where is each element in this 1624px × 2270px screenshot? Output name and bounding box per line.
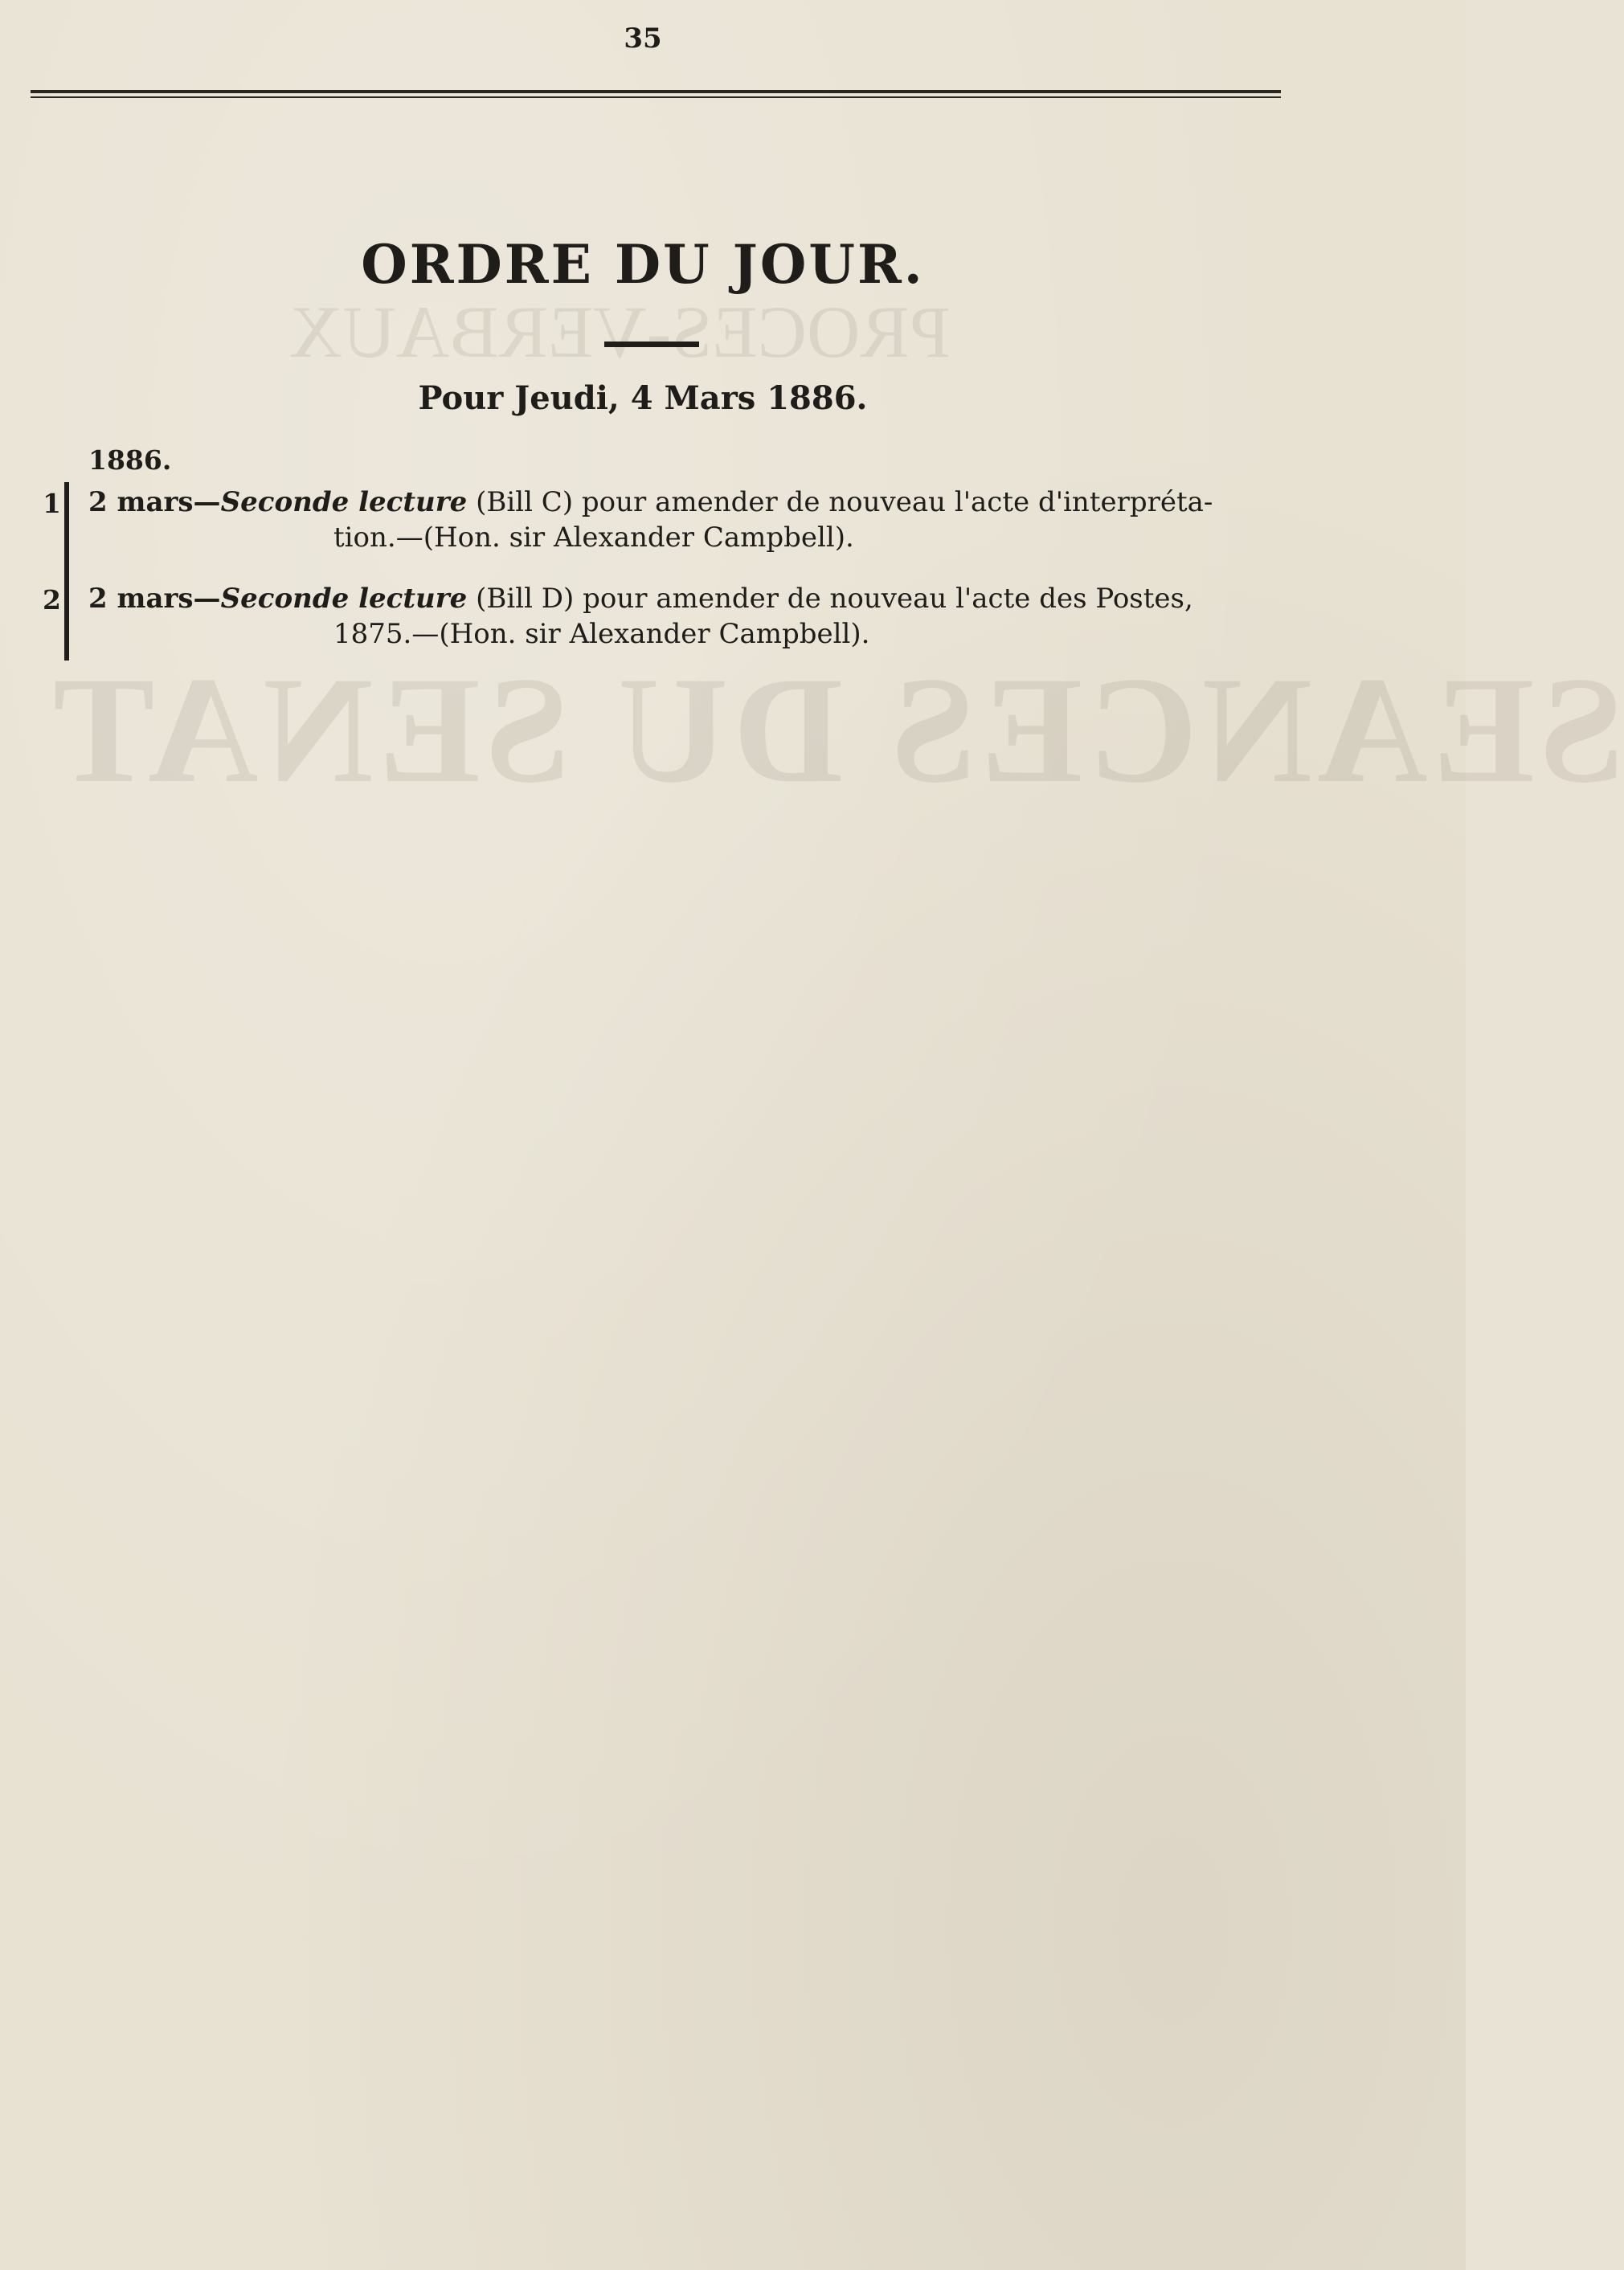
- order-item: [88, 581, 1294, 652]
- item-reading: Seconde lecture: [220, 486, 468, 518]
- header-rule-thin: [31, 96, 1281, 98]
- item-line2: tion.—(Hon. sir Alexander Campbell).: [333, 521, 854, 554]
- item-line2: 1875.—(Hon. sir Alexander Campbell).: [333, 618, 870, 650]
- item-number: 2: [43, 584, 61, 616]
- item-number: 1: [43, 488, 61, 519]
- header-rule: [31, 90, 1281, 93]
- item-date: 2 mars—: [88, 583, 221, 615]
- show-through-text: PROCES-VERBAUX: [289, 291, 951, 373]
- year-label: 1886.: [88, 444, 172, 476]
- title-divider: [604, 342, 699, 347]
- page-number: 35: [624, 22, 662, 55]
- item-line1: (Bill C) pour amender de nouveau l'acte d'interpréta-: [467, 486, 1213, 518]
- margin-bar: [64, 482, 69, 661]
- item-line1: (Bill D) pour amender de nouveau l'acte des Postes,: [467, 583, 1193, 615]
- item-date: 2 mars—: [88, 486, 221, 518]
- session-date: Pour Jeudi, 4 Mars 1886.: [418, 379, 868, 417]
- page-title: ORDRE DU JOUR.: [361, 233, 925, 296]
- order-item: [88, 485, 1294, 555]
- show-through-text-large: SEANCES DU SENAT: [48, 646, 1624, 815]
- item-reading: Seconde lecture: [220, 583, 468, 615]
